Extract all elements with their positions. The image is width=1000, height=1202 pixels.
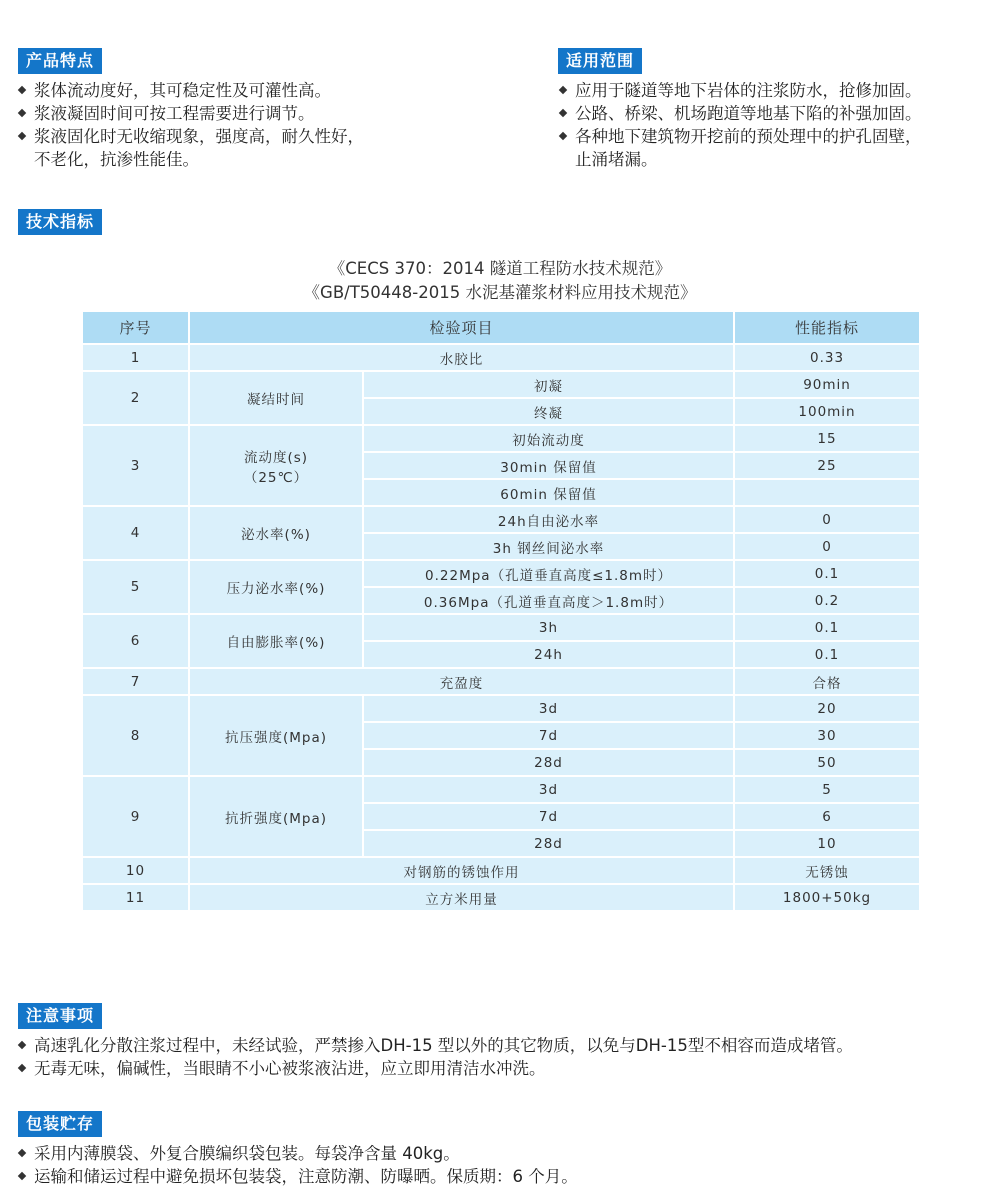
scope-list: [557, 79, 997, 171]
list-item-continuation: 止涌堵漏。: [575, 150, 658, 169]
cell-no: 6: [82, 614, 189, 668]
table-row: [82, 425, 920, 452]
cell-value: 10: [734, 830, 920, 857]
cell-value: 90min: [734, 371, 920, 398]
cell-value: 1800+50kg: [734, 884, 920, 911]
cell-subitem: 7d: [363, 803, 734, 830]
table-row: [82, 506, 920, 533]
cell-value: 0.2: [734, 587, 920, 614]
cell-value: 合格: [734, 668, 920, 695]
list-item: 各种地下建筑物开挖前的预处理中的护孔固壁，: [557, 125, 997, 148]
cell-value: 15: [734, 425, 920, 452]
cell-item: [189, 425, 363, 506]
list-item-continuation: 不老化，抗渗性能佳。: [34, 150, 199, 169]
diamond-bullet-icon: [18, 1172, 26, 1180]
table-row: [82, 668, 920, 695]
table-row: [82, 344, 920, 371]
diamond-bullet-icon: [559, 86, 567, 94]
cell-item: 抗压强度(Mpa): [189, 695, 363, 776]
header-item: 检验项目: [189, 311, 734, 344]
notes-heading: 注意事项: [18, 1003, 102, 1029]
diamond-bullet-icon: [18, 109, 26, 117]
cell-item: 充盈度: [189, 668, 734, 695]
table-row: [82, 614, 920, 641]
table-row: [82, 371, 920, 398]
cell-subitem: 24h自由泌水率: [363, 506, 734, 533]
cell-no: 4: [82, 506, 189, 560]
cell-no: 10: [82, 857, 189, 884]
cell-value: 无锈蚀: [734, 857, 920, 884]
cell-subitem: 初凝: [363, 371, 734, 398]
cell-subitem: 28d: [363, 830, 734, 857]
list-item: 应用于隧道等地下岩体的注浆防水，抢修加固。: [557, 79, 997, 102]
scope-heading: 适用范围: [558, 48, 642, 74]
cell-value: 50: [734, 749, 920, 776]
diamond-bullet-icon: [18, 1149, 26, 1157]
diamond-bullet-icon: [559, 109, 567, 117]
cell-value: 5: [734, 776, 920, 803]
cell-subitem: 0.36Mpa（孔道垂直高度＞1.8m时）: [363, 587, 734, 614]
cell-item-line-2: （25℃）: [243, 469, 309, 486]
notes-list: [16, 1034, 996, 1080]
cell-no: 9: [82, 776, 189, 857]
diamond-bullet-icon: [18, 86, 26, 94]
diamond-bullet-icon: [559, 132, 567, 140]
packing-list: [16, 1142, 996, 1188]
list-item: 无毒无味，偏碱性，当眼睛不小心被浆液沾进，应立即用清洁水冲洗。: [16, 1057, 996, 1080]
cell-subitem: 3h: [363, 614, 734, 641]
cell-item: 立方米用量: [189, 884, 734, 911]
tech-heading: 技术指标: [18, 209, 102, 235]
cell-value: 0.1: [734, 641, 920, 668]
list-item: 高速乳化分散注浆过程中，未经试验，严禁掺入DH-15 型以外的其它物质，以免与DH-15型不相容而造成堵管。: [16, 1034, 996, 1057]
packing-heading: 包装贮存: [18, 1111, 102, 1137]
table-row: [82, 884, 920, 911]
cell-subitem: 24h: [363, 641, 734, 668]
cell-value: [734, 479, 920, 506]
features-list: [16, 79, 456, 171]
cell-no: 8: [82, 695, 189, 776]
table-row: [82, 857, 920, 884]
cell-no: 7: [82, 668, 189, 695]
list-item: 运输和储运过程中避免损坏包装袋，注意防潮、防曝晒。保质期：6 个月。: [16, 1165, 996, 1188]
list-item: 浆液固化时无收缩现象，强度高，耐久性好，: [16, 125, 456, 148]
cell-item: 泌水率(%): [189, 506, 363, 560]
cell-no: 11: [82, 884, 189, 911]
cell-subitem: 0.22Mpa（孔道垂直高度≤1.8m时）: [363, 560, 734, 587]
list-item: 浆液凝固时间可按工程需要进行调节。: [16, 102, 456, 125]
cell-subitem: 3d: [363, 776, 734, 803]
cell-no: 2: [82, 371, 189, 425]
cell-item: 对钢筋的锈蚀作用: [189, 857, 734, 884]
diamond-bullet-icon: [18, 1041, 26, 1049]
cell-item: 抗折强度(Mpa): [189, 776, 363, 857]
cell-value: 0.1: [734, 560, 920, 587]
table-row: [82, 695, 920, 722]
standard-title-1: 《CECS 370：2014 隧道工程防水技术规范》: [328, 259, 672, 278]
header-no: 序号: [82, 311, 189, 344]
cell-no: 5: [82, 560, 189, 614]
cell-subitem: 30min 保留值: [363, 452, 734, 479]
spec-table: [81, 310, 921, 912]
cell-value: 20: [734, 695, 920, 722]
cell-value: 25: [734, 452, 920, 479]
cell-value: 0: [734, 533, 920, 560]
table-row: [82, 776, 920, 803]
header-value: 性能指标: [734, 311, 920, 344]
diamond-bullet-icon: [18, 1064, 26, 1072]
list-item: 浆体流动度好，其可稳定性及可灌性高。: [16, 79, 456, 102]
cell-value: 30: [734, 722, 920, 749]
cell-subitem: 7d: [363, 722, 734, 749]
cell-subitem: 初始流动度: [363, 425, 734, 452]
cell-value: 0.1: [734, 614, 920, 641]
cell-subitem: 60min 保留值: [363, 479, 734, 506]
cell-item: 水胶比: [189, 344, 734, 371]
cell-item: 自由膨胀率(%): [189, 614, 363, 668]
cell-no: 3: [82, 425, 189, 506]
cell-item: 凝结时间: [189, 371, 363, 425]
cell-value: 6: [734, 803, 920, 830]
diamond-bullet-icon: [18, 132, 26, 140]
table-row: [82, 560, 920, 587]
cell-value: 0: [734, 506, 920, 533]
list-item: 公路、桥梁、机场跑道等地基下陷的补强加固。: [557, 102, 997, 125]
cell-item: 压力泌水率(%): [189, 560, 363, 614]
cell-subitem: 3d: [363, 695, 734, 722]
table-header-row: [82, 311, 920, 344]
cell-value: 100min: [734, 398, 920, 425]
cell-subitem: 终凝: [363, 398, 734, 425]
cell-subitem: 28d: [363, 749, 734, 776]
standard-title-2: 《GB/T50448-2015 水泥基灌浆材料应用技术规范》: [303, 283, 697, 302]
list-item: 采用内薄膜袋、外复合膜编织袋包装。每袋净含量 40kg。: [16, 1142, 996, 1165]
features-heading: 产品特点: [18, 48, 102, 74]
cell-value: 0.33: [734, 344, 920, 371]
cell-subitem: 3h 钢丝间泌水率: [363, 533, 734, 560]
cell-no: 1: [82, 344, 189, 371]
cell-item-line-1: 流动度(s): [243, 449, 309, 466]
